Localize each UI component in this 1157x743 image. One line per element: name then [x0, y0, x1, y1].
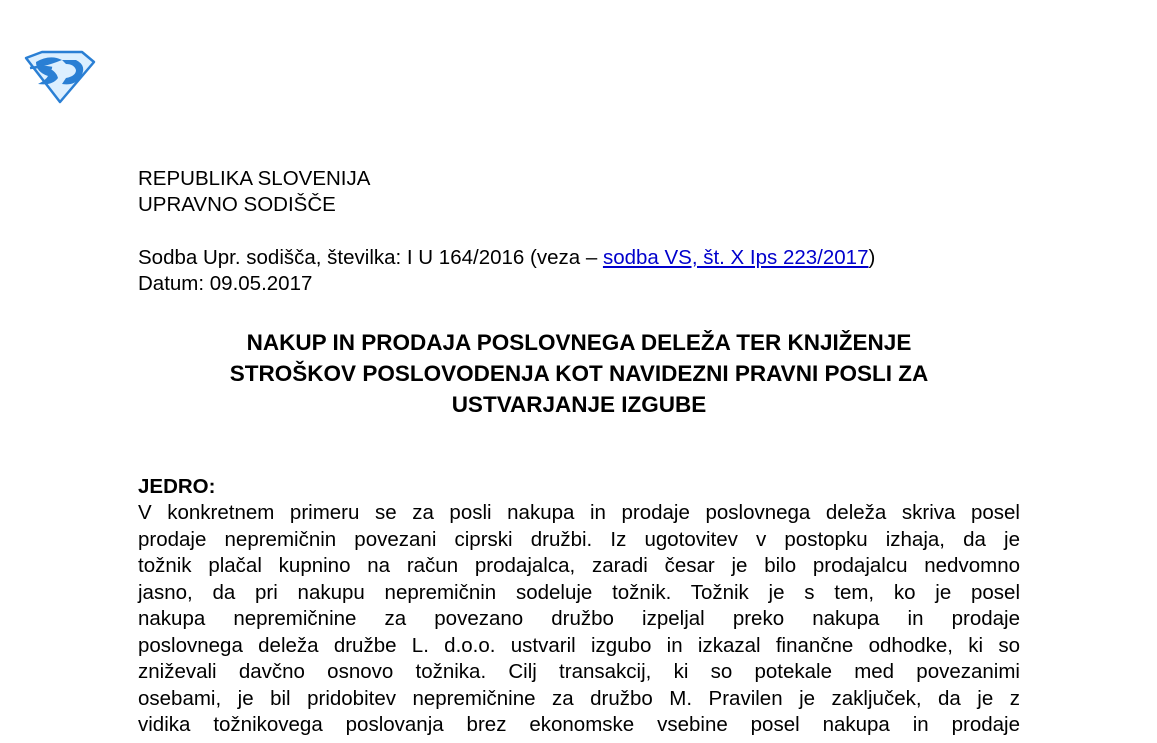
title-line-2: STROŠKOV POSLOVODENJA KOT NAVIDEZNI PRAVNI POSLI ZA	[229, 361, 929, 386]
jedro-label: JEDRO:	[138, 475, 216, 498]
document-title	[138, 327, 1020, 420]
court-header	[138, 166, 370, 218]
paragraph-line: poslovnega deleža družbe L. d.o.o. ustvaril izgubo in izkazal finančne odhodke, ki so	[138, 633, 1020, 657]
paragraph-line: V konkretnem primeru se za posli nakupa in prodaje poslovnega deleža skriva posel	[138, 501, 1020, 524]
paragraph-line: vidika tožnikovega poslovanja brez ekonomske vsebine posel nakupa in prodaje	[138, 713, 1020, 736]
paragraph-line: tožnik plačal kupnino na račun prodajalca, zaradi česar je bilo prodajalcu nedvomno	[138, 554, 1020, 577]
case-meta	[138, 245, 875, 297]
paragraph-line: jasno, da pri nakupu nepremičnin sodeluje tožnik. Tožnik je s tem, ko je posel	[138, 580, 1020, 604]
jedro-paragraph	[138, 500, 1020, 739]
case-reference	[138, 245, 875, 271]
paragraph-line: osebami, je bil pridobitev nepremičnine za družbo M. Pravilen je zaključek, da je z	[138, 686, 1020, 710]
court-name: UPRAVNO SODIŠČE	[138, 193, 336, 216]
case-reference-suffix: )	[868, 246, 876, 269]
paragraph-line: zniževali davčno osnovo tožnika. Cilj transakcij, ki so potekale med povezanimi	[138, 660, 1020, 683]
title-line-3: USTVARJANJE IZGUBE	[451, 392, 707, 417]
country-name: REPUBLIKA SLOVENIJA	[138, 167, 371, 190]
related-judgment-link[interactable]: sodba VS, št. X Ips 223/2017	[602, 246, 869, 269]
title-line-1: NAKUP IN PRODAJA POSLOVNEGA DELEŽA TER KNJIŽENJE	[246, 330, 912, 355]
case-reference-prefix: Sodba Upr. sodišča, številka: I U 164/2016 (veza –	[138, 246, 603, 269]
paragraph-line: prodaje nepremičnin povezani ciprski družbi. Iz ugotovitev v postopku izhaja, da je	[138, 527, 1020, 551]
paragraph-line: nakupa nepremičnine za povezano družbo izpeljal preko nakupa in prodaje	[138, 607, 1020, 630]
case-date: Datum: 09.05.2017	[138, 272, 313, 295]
court-shield-logo-icon	[22, 48, 96, 104]
